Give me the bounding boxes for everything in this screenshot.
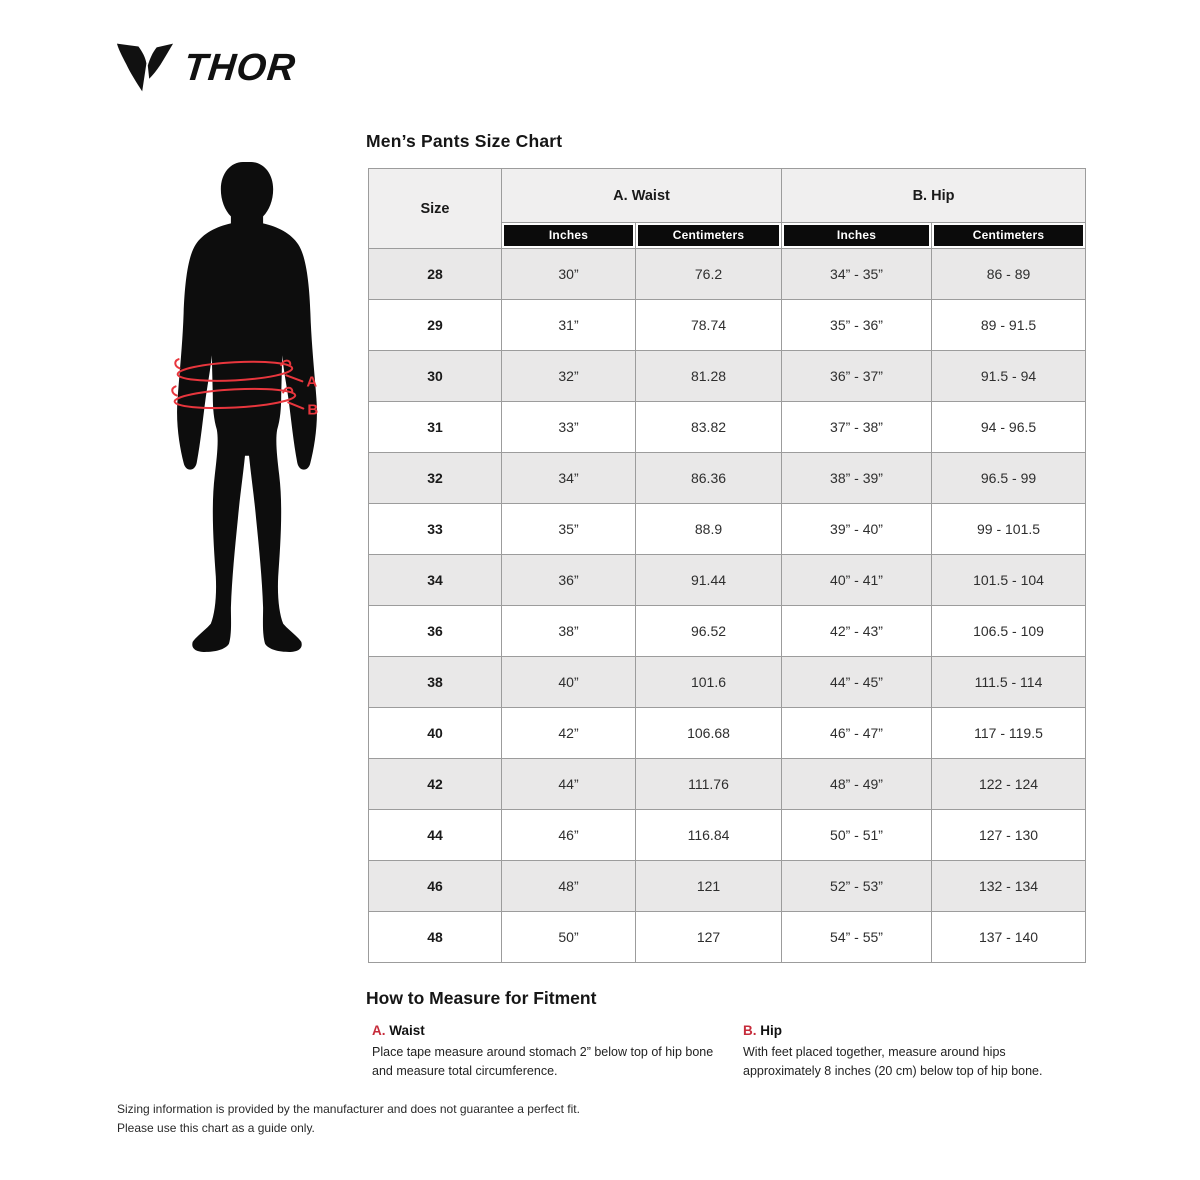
howto-waist-block [372,1023,724,1081]
size-cell: 32 [369,453,502,504]
waist-inches-cell: 33” [502,402,636,453]
waist-centimeters-cell: 86.36 [636,453,782,504]
column-header-size: Size [369,169,502,249]
size-cell: 48 [369,912,502,963]
body-measurement-figure [142,156,352,661]
waist-inches-cell: 31” [502,300,636,351]
waist-inches-cell: 32” [502,351,636,402]
waist-centimeters-cell: 91.44 [636,555,782,606]
waist-centimeters-cell: 78.74 [636,300,782,351]
hip-centimeters-cell: 91.5 - 94 [932,351,1086,402]
size-cell: 42 [369,759,502,810]
hip-centimeters-cell: 101.5 - 104 [932,555,1086,606]
hip-centimeters-cell: 127 - 130 [932,810,1086,861]
table-row [369,300,1086,351]
thor-claw-icon [116,42,174,94]
hip-centimeters-cell: 132 - 134 [932,861,1086,912]
waist-centimeters-cell: 106.68 [636,708,782,759]
size-cell: 33 [369,504,502,555]
waist-centimeters-cell: 111.76 [636,759,782,810]
hip-inches-cell: 42” - 43” [782,606,932,657]
hip-label-b: B [307,401,319,419]
waist-inches-cell: 42” [502,708,636,759]
waist-inches-cell: 38” [502,606,636,657]
howto-hip-name: Hip [760,1023,783,1038]
hip-inches-cell: 34” - 35” [782,249,932,300]
size-table-body [369,249,1086,963]
waist-centimeters-cell: 81.28 [636,351,782,402]
table-row [369,453,1086,504]
hip-inches-cell: 52” - 53” [782,861,932,912]
waist-label-a: A [306,373,318,391]
table-row [369,810,1086,861]
waist-centimeters-cell: 83.82 [636,402,782,453]
hip-centimeters-cell: 99 - 101.5 [932,504,1086,555]
disclaimer-line-2: Please use this chart as a guide only. [117,1120,315,1135]
hip-centimeters-cell: 111.5 - 114 [932,657,1086,708]
subheader-hip-inches: Inches [782,223,932,249]
waist-inches-cell: 46” [502,810,636,861]
table-row [369,606,1086,657]
size-cell: 46 [369,861,502,912]
hip-centimeters-cell: 137 - 140 [932,912,1086,963]
howto-section-title: How to Measure for Fitment [366,988,597,1008]
table-row [369,249,1086,300]
hip-inches-cell: 40” - 41” [782,555,932,606]
hip-centimeters-cell: 106.5 - 109 [932,606,1086,657]
waist-centimeters-cell: 96.52 [636,606,782,657]
table-row [369,708,1086,759]
table-row [369,912,1086,963]
howto-waist-key: A. [372,1023,386,1038]
waist-inches-cell: 40” [502,657,636,708]
column-group-waist: A. Waist [502,169,782,223]
waist-centimeters-cell: 116.84 [636,810,782,861]
hip-inches-cell: 35” - 36” [782,300,932,351]
table-row [369,555,1086,606]
hip-inches-cell: 36” - 37” [782,351,932,402]
hip-inches-cell: 38” - 39” [782,453,932,504]
table-row [369,759,1086,810]
waist-centimeters-cell: 88.9 [636,504,782,555]
waist-centimeters-cell: 76.2 [636,249,782,300]
howto-hip-key: B. [743,1023,757,1038]
hip-inches-cell: 39” - 40” [782,504,932,555]
waist-inches-cell: 34” [502,453,636,504]
hip-centimeters-cell: 122 - 124 [932,759,1086,810]
subheader-waist-centimeters: Centimeters [636,223,782,249]
hip-inches-cell: 44” - 45” [782,657,932,708]
size-cell: 29 [369,300,502,351]
waist-inches-cell: 36” [502,555,636,606]
hip-centimeters-cell: 117 - 119.5 [932,708,1086,759]
size-cell: 40 [369,708,502,759]
disclaimer [117,1100,580,1137]
hip-inches-cell: 46” - 47” [782,708,932,759]
subheader-waist-inches: Inches [502,223,636,249]
column-group-hip: B. Hip [782,169,1086,223]
size-cell: 44 [369,810,502,861]
howto-hip-heading [743,1023,1083,1038]
waist-inches-cell: 44” [502,759,636,810]
hip-centimeters-cell: 86 - 89 [932,249,1086,300]
waist-inches-cell: 50” [502,912,636,963]
hip-inches-cell: 48” - 49” [782,759,932,810]
table-row [369,402,1086,453]
brand-logo [116,42,296,94]
table-row [369,504,1086,555]
size-cell: 36 [369,606,502,657]
howto-waist-text: Place tape measure around stomach 2” below top of hip bone and measure total circumference. [372,1045,714,1078]
subheader-hip-centimeters: Centimeters [932,223,1086,249]
hip-centimeters-cell: 89 - 91.5 [932,300,1086,351]
table-row [369,351,1086,402]
howto-hip-text: With feet placed together, measure around hips approximately 8 inches (20 cm) below top of hip bone. [743,1045,1043,1078]
disclaimer-line-1: Sizing information is provided by the manufacturer and does not guarantee a perfect fit. [117,1102,580,1116]
howto-hip-block [743,1023,1083,1081]
size-cell: 31 [369,402,502,453]
waist-centimeters-cell: 127 [636,912,782,963]
brand-wordmark: THOR [181,47,298,89]
size-cell: 38 [369,657,502,708]
table-row [369,657,1086,708]
size-cell: 34 [369,555,502,606]
howto-waist-name: Waist [389,1023,425,1038]
waist-inches-cell: 35” [502,504,636,555]
hip-centimeters-cell: 96.5 - 99 [932,453,1086,504]
hip-inches-cell: 50” - 51” [782,810,932,861]
hip-inches-cell: 54” - 55” [782,912,932,963]
table-row [369,861,1086,912]
hip-inches-cell: 37” - 38” [782,402,932,453]
hip-centimeters-cell: 94 - 96.5 [932,402,1086,453]
page-title: Men’s Pants Size Chart [366,131,563,151]
size-cell: 28 [369,249,502,300]
waist-inches-cell: 48” [502,861,636,912]
size-cell: 30 [369,351,502,402]
waist-centimeters-cell: 121 [636,861,782,912]
waist-centimeters-cell: 101.6 [636,657,782,708]
size-chart-table [368,168,1086,963]
waist-inches-cell: 30” [502,249,636,300]
howto-waist-heading [372,1023,724,1038]
